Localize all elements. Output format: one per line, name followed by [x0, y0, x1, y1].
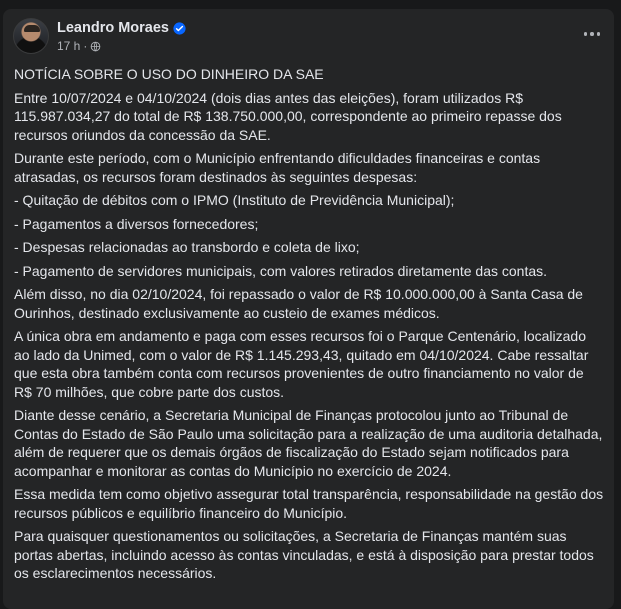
- post-meta: [57, 39, 101, 53]
- post-list-item: - Despesas relacionadas ao transbordo e coleta de lixo;: [14, 239, 360, 255]
- post-list-item: - Quitação de débitos com o IPMO (Instituto de Previdência Municipal);: [14, 192, 455, 208]
- meta-separator: ·: [83, 39, 88, 53]
- post-title: NOTÍCIA SOBRE O USO DO DINHEIRO DA SAE: [14, 66, 324, 82]
- avatar[interactable]: [13, 18, 49, 54]
- globe-icon[interactable]: [90, 41, 101, 52]
- post-paragraph: Além disso, no dia 02/10/2024, foi repassado o valor de R$ 10.000.000,00 à Santa Casa de Ourinhos, destinado exclusivamente ao custeio de exames médicos.: [14, 286, 583, 321]
- post-list-item: - Pagamento de servidores municipais, com valores retirados diretamente das contas.: [14, 262, 548, 279]
- post-list-item: - Pagamentos a diversos fornecedores;: [14, 215, 259, 232]
- post-card: [3, 9, 614, 609]
- post-paragraph: Para quaisquer questionamentos ou solicitações, a Secretaria de Finanças mantém suas portas abertas, incluindo acesso às contas vinculadas, e está à disposição para prestar todos os esclarecimentos necessários.: [14, 528, 594, 581]
- post-body: [14, 65, 604, 588]
- post-paragraph: A única obra em andamento e paga com esses recursos foi o Parque Centenário, localizado ao lado da Unimed, com o valor de R$ 1.145.293,43, quitado em 04/10/2024. Cabe ressaltar que esta obra também conta com recursos provenientes de outro financiamento no valor de R$ 70 milhões, que cobre parte dos custos.: [14, 328, 589, 400]
- author-name[interactable]: Leandro Moraes: [57, 20, 169, 36]
- post-time[interactable]: 17 h: [57, 39, 81, 53]
- post-header: [13, 18, 604, 58]
- post-paragraph: Durante este período, com o Município enfrentando dificuldades financeiras e contas atrasadas, os recursos foram destinados às seguintes despesas:: [14, 150, 541, 185]
- avatar-hair: [24, 25, 40, 32]
- post-paragraph: Diante desse cenário, a Secretaria Municipal de Finanças protocolou junto ao Tribunal de Contas do Estado de São Paulo uma solicitação para a realização de uma auditoria detalhada, além de requerer que os demais órgãos de fiscalização do Estado sejam notificados para acompanhar e monitorar as contas do Município no exercício de 2024.: [14, 407, 603, 479]
- more-options-icon[interactable]: [580, 26, 604, 42]
- post-paragraph: Essa medida tem como objetivo assegurar total transparência, responsabilidade na gestão dos recursos públicos e equilíbrio financeiro do Município.: [14, 486, 604, 521]
- verified-badge-icon: [173, 22, 186, 35]
- more-dot: [597, 32, 601, 36]
- more-dot: [590, 32, 594, 36]
- more-dot: [584, 32, 588, 36]
- post-paragraph: Entre 10/07/2024 e 04/10/2024 (dois dias antes das eleições), foram utilizados R$ 115.987.034,27 do total de R$ 138.750.000,00, correspondente ao primeiro repasse dos recursos oriundos da concessão da SAE.: [14, 89, 562, 143]
- author-row: [57, 20, 186, 36]
